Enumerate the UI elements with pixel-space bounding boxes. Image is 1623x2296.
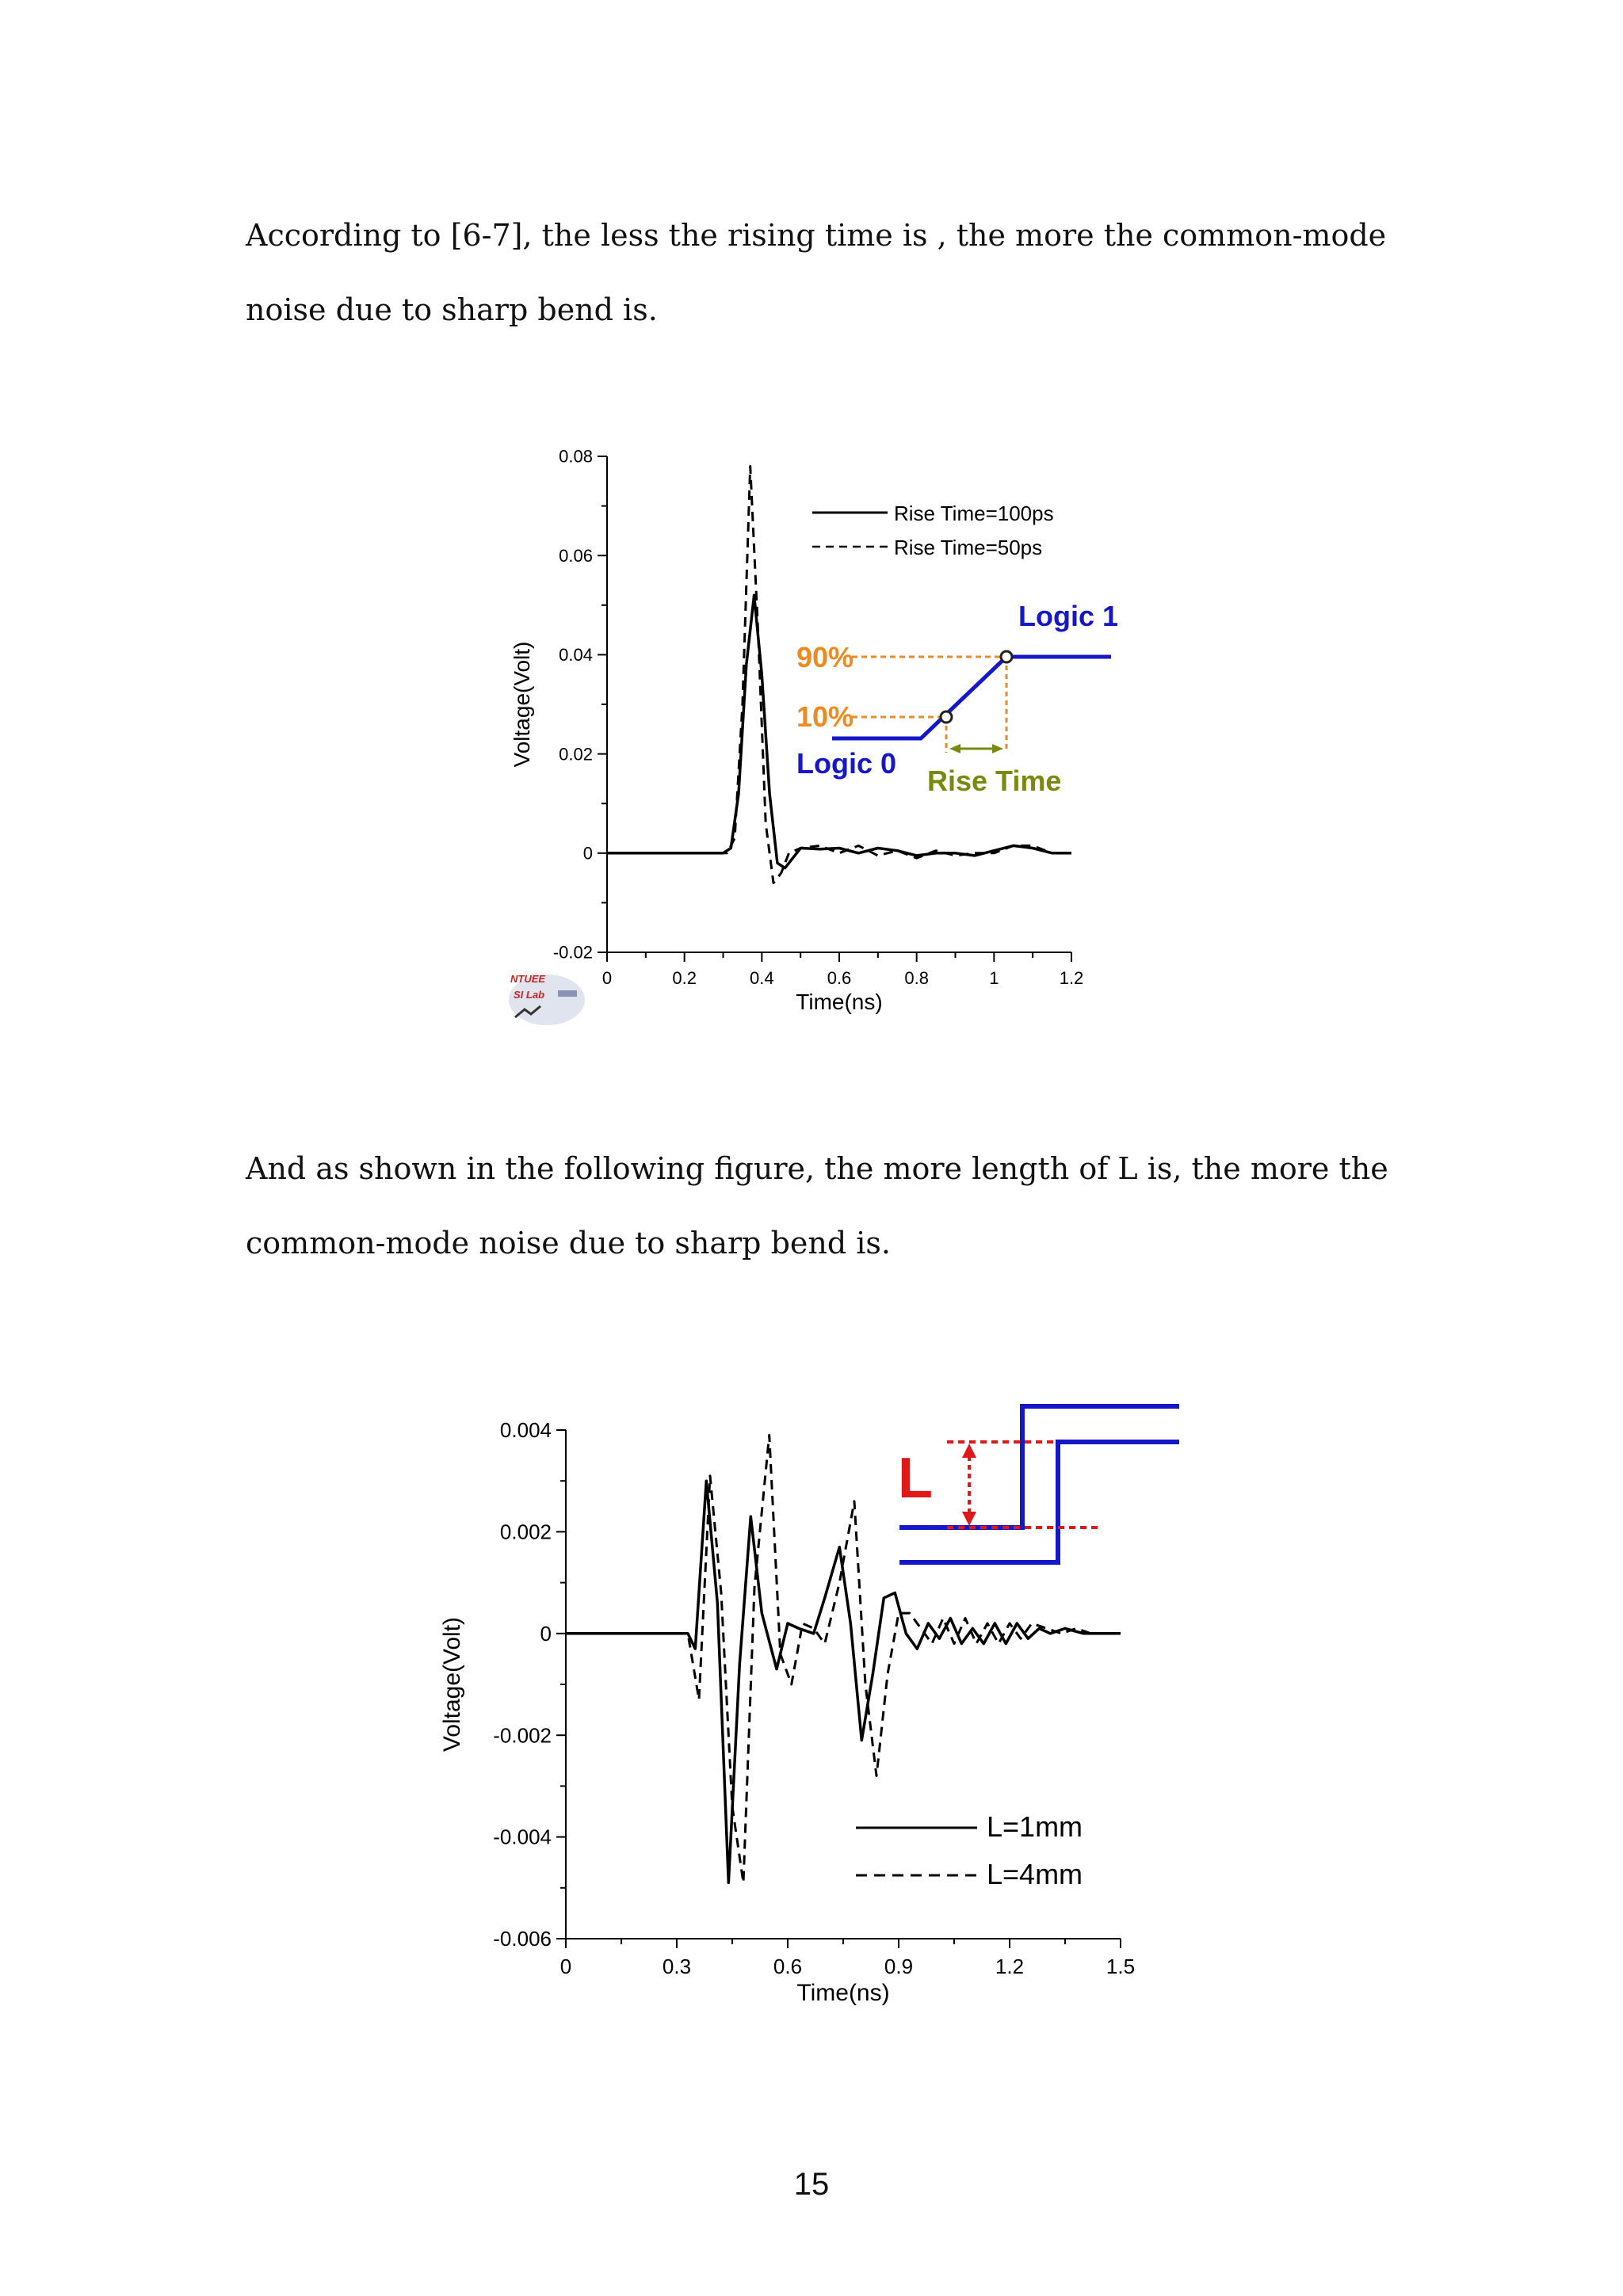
y-tick-label: -0.006 (493, 1927, 552, 1951)
x-tick-label: 1.2 (1059, 968, 1084, 988)
x-tick-label: 0.6 (773, 1955, 803, 1978)
x-tick-label: 0.9 (884, 1955, 914, 1978)
x-tick-label: 0 (559, 1955, 572, 1978)
ten-percent-label: 10% (796, 700, 854, 733)
x-tick-label: 0.6 (827, 968, 852, 988)
trace-inner (899, 1442, 1179, 1562)
logic0-label: Logic 0 (796, 747, 897, 780)
y-axis-title: Voltage(Volt) (439, 1616, 465, 1753)
ten-percent-marker (941, 711, 952, 723)
ninety-percent-marker (1001, 651, 1012, 662)
chart-length-l (428, 1394, 1205, 2028)
paragraph-rise-time: According to [6-7], the less the rising time is , the more the common-mode noise due to sharp bend is. (246, 218, 1387, 327)
y-tick-label: 0.08 (559, 446, 593, 467)
logic-transition-line (832, 657, 1111, 738)
L-arrow-up (962, 1444, 976, 1458)
trace-outer (899, 1406, 1179, 1527)
L-label: L (898, 1447, 933, 1510)
y-tick-label: 0.06 (559, 545, 593, 566)
rise-time-inset-diagram (796, 600, 1118, 797)
y-tick-label: -0.004 (493, 1825, 552, 1849)
chart-axes (439, 1418, 1135, 2006)
series-line-dashed (607, 467, 1071, 883)
logic1-label: Logic 1 (1018, 600, 1119, 632)
page-number: 15 (793, 2167, 830, 2202)
L-arrow-down (962, 1512, 976, 1526)
chart-rise-time (491, 428, 1141, 1046)
bend-inset-diagram (898, 1406, 1179, 1562)
x-tick-label: 1 (989, 968, 999, 988)
legend-label-1mm: L=1mm (987, 1810, 1083, 1843)
x-tick-label: 0.3 (662, 1955, 692, 1978)
legend-label-100ps: Rise Time=100ps (894, 502, 1054, 525)
legend-label-50ps: Rise Time=50ps (894, 536, 1043, 559)
x-tick-label: 0.8 (904, 968, 929, 988)
x-axis-title: Time(ns) (796, 990, 883, 1014)
x-axis-title: Time(ns) (796, 1980, 890, 2006)
figure-length-plot (428, 1394, 1205, 2032)
chart-legend (812, 502, 1054, 559)
y-tick-label: 0.002 (499, 1520, 552, 1544)
y-tick-label: 0 (540, 1621, 552, 1646)
y-tick-label: 0.004 (499, 1418, 552, 1443)
ninety-percent-label: 90% (796, 641, 854, 673)
y-tick-label: 0 (582, 843, 593, 864)
logo-graphic (507, 968, 594, 1032)
chart-legend (856, 1810, 1083, 1890)
y-tick-label: 0.02 (559, 744, 593, 765)
legend-label-4mm: L=4mm (987, 1858, 1083, 1890)
svg-text:SI Lab: SI Lab (514, 989, 545, 1001)
y-tick-label: 0.04 (559, 645, 593, 666)
rise-time-label: Rise Time (927, 765, 1062, 797)
arrow-head-left (949, 744, 960, 753)
y-tick-label: -0.02 (552, 942, 593, 963)
x-tick-label: 1.5 (1106, 1955, 1136, 1978)
chart-series-group (607, 467, 1071, 883)
x-tick-label: 1.2 (995, 1955, 1025, 1978)
arrow-head-right (992, 744, 1003, 753)
figure-rise-time-plot (491, 428, 1141, 1050)
svg-text:NTUEE: NTUEE (510, 973, 546, 985)
paragraph-length-l: And as shown in the following figure, the more length of L is, the more the common-mode noise due to sharp bend is. (246, 1151, 1388, 1261)
x-tick-label: 0.2 (672, 968, 697, 988)
x-tick-label: 0.4 (750, 968, 774, 988)
y-tick-label: -0.002 (493, 1723, 552, 1748)
x-tick-label: 0 (601, 968, 613, 988)
ntuee-si-lab-logo (507, 968, 594, 1032)
y-axis-title: Voltage(Volt) (510, 641, 534, 768)
